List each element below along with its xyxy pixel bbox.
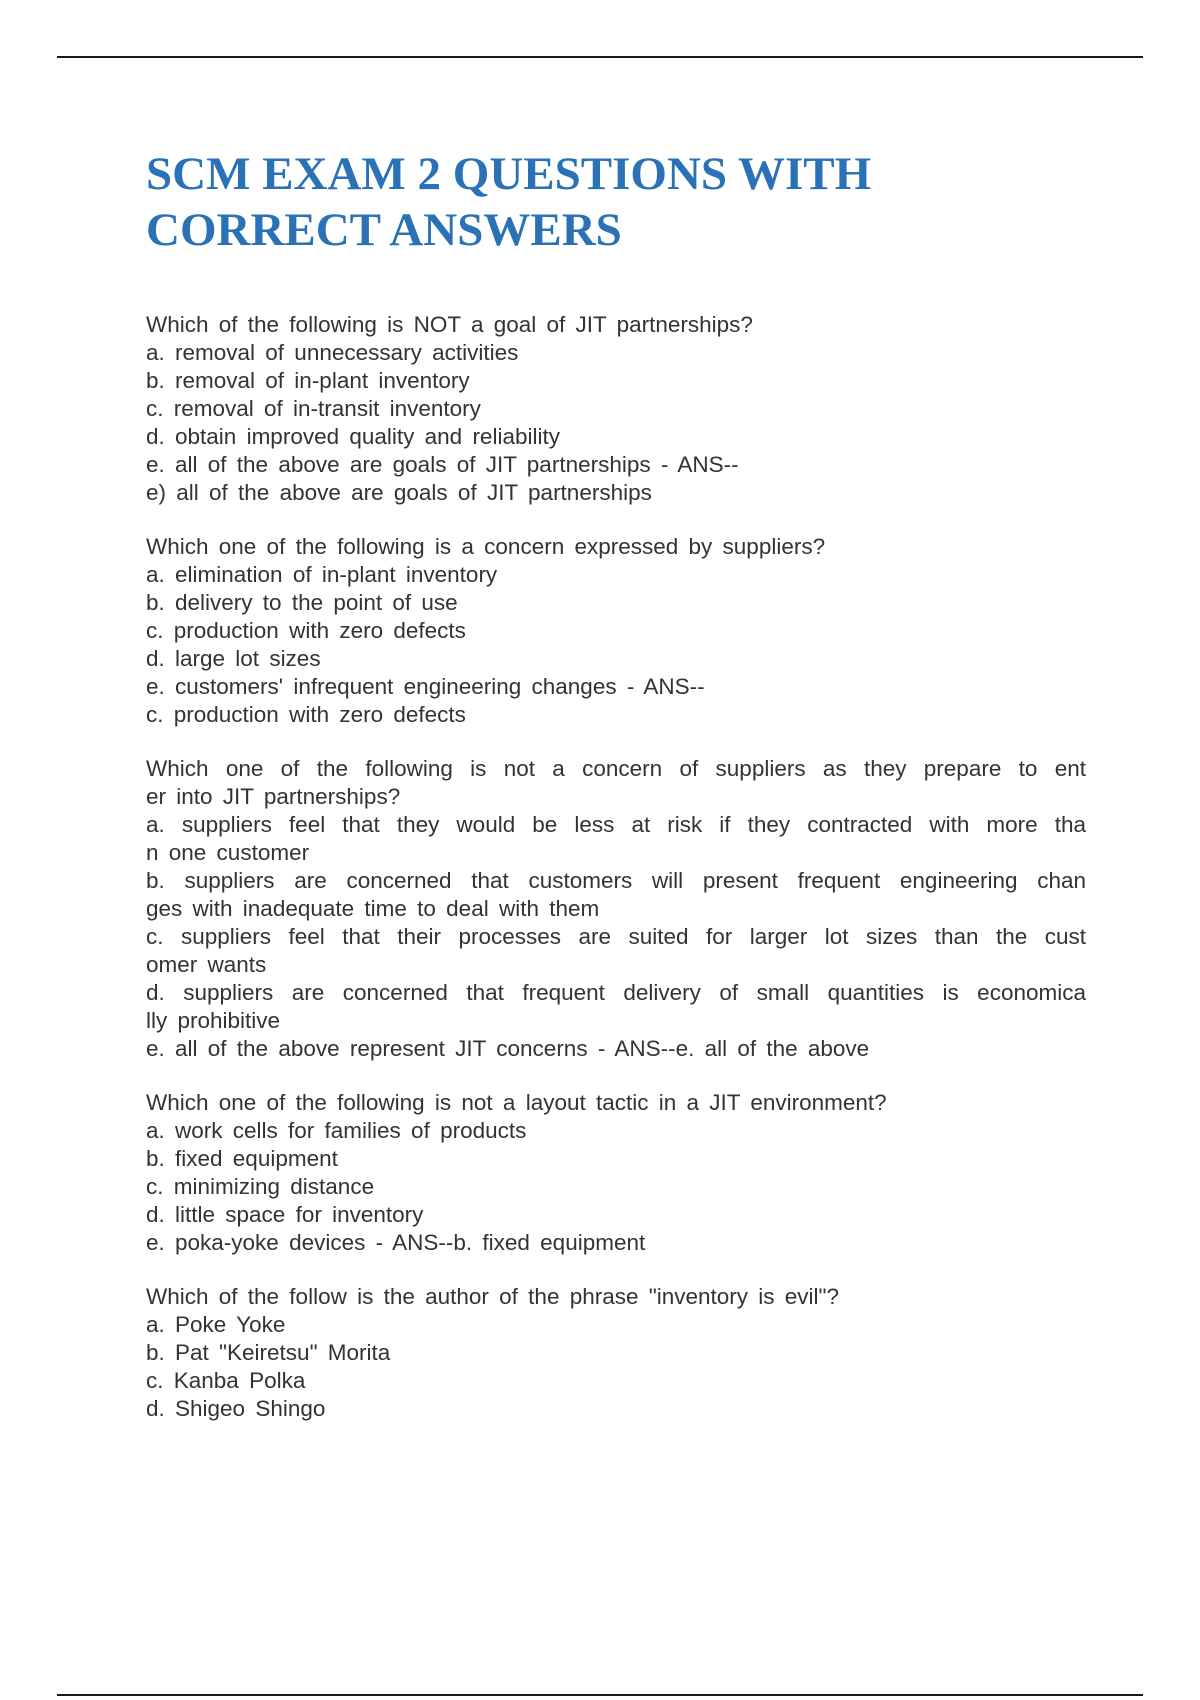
question-2-option-d: d. large lot sizes [146, 646, 321, 671]
question-1-option-d: d. obtain improved quality and reliability [146, 424, 560, 449]
question-block-4 [146, 1089, 1086, 1257]
question-3-option-e-answer: e. all of the above represent JIT concerns - ANS--e. all of the above [146, 1036, 870, 1061]
question-1-option-e: e. all of the above are goals of JIT partnerships - ANS-- [146, 452, 739, 477]
question-1-option-a: a. removal of unnecessary activities [146, 340, 519, 365]
question-3-text-cont: er into JIT partnerships? [146, 784, 401, 809]
question-3-text: Which one of the following is not a concern of suppliers as they prepare to ent [146, 756, 1086, 781]
question-5-option-c: c. Kanba Polka [146, 1368, 306, 1393]
question-1-option-c: c. removal of in-transit inventory [146, 396, 481, 421]
question-4-option-d: d. little space for inventory [146, 1202, 424, 1227]
question-2-option-c: c. production with zero defects [146, 618, 466, 643]
question-3-option-b: b. suppliers are concerned that customers will present frequent engineering chan [146, 868, 1086, 893]
question-3-option-c-cont: omer wants [146, 952, 267, 977]
question-5-option-b: b. Pat "Keiretsu" Morita [146, 1340, 391, 1365]
question-2-option-e: e. customers' infrequent engineering changes - ANS-- [146, 674, 705, 699]
question-2-answer: c. production with zero defects [146, 702, 466, 727]
question-3-option-c: c. suppliers feel that their processes are suited for larger lot sizes than the cust [146, 924, 1086, 949]
question-4-option-e-answer: e. poka-yoke devices - ANS--b. fixed equipment [146, 1230, 646, 1255]
question-list [146, 311, 1086, 1423]
question-4-option-c: c. minimizing distance [146, 1174, 375, 1199]
question-block-1 [146, 311, 1086, 507]
question-4-option-a: a. work cells for families of products [146, 1118, 527, 1143]
bottom-rule [57, 1694, 1143, 1696]
question-4-text: Which one of the following is not a layout tactic in a JIT environment? [146, 1090, 887, 1115]
question-3-option-a: a. suppliers feel that they would be less at risk if they contracted with more tha [146, 812, 1086, 837]
question-3-option-d-cont: lly prohibitive [146, 1008, 281, 1033]
question-1-answer: e) all of the above are goals of JIT partnerships [146, 480, 652, 505]
document-content [146, 146, 1086, 1449]
question-2-option-a: a. elimination of in-plant inventory [146, 562, 498, 587]
title-line-2: CORRECT ANSWERS [146, 204, 622, 256]
question-3-option-d: d. suppliers are concerned that frequent delivery of small quantities is economica [146, 980, 1086, 1005]
top-rule [57, 56, 1143, 58]
question-3-option-b-cont: ges with inadequate time to deal with them [146, 896, 600, 921]
question-1-text: Which of the following is NOT a goal of JIT partnerships? [146, 312, 753, 337]
document-title [146, 146, 1086, 258]
question-2-text: Which one of the following is a concern expressed by suppliers? [146, 534, 826, 559]
question-block-3 [146, 755, 1086, 1063]
question-5-option-a: a. Poke Yoke [146, 1312, 286, 1337]
question-4-option-b: b. fixed equipment [146, 1146, 338, 1171]
question-2-option-b: b. delivery to the point of use [146, 590, 458, 615]
title-line-1: SCM EXAM 2 QUESTIONS WITH [146, 148, 872, 200]
question-block-2 [146, 533, 1086, 729]
question-block-5 [146, 1283, 1086, 1423]
question-1-option-b: b. removal of in-plant inventory [146, 368, 470, 393]
question-5-option-d: d. Shigeo Shingo [146, 1396, 326, 1421]
question-3-option-a-cont: n one customer [146, 840, 310, 865]
question-5-text: Which of the follow is the author of the phrase "inventory is evil"? [146, 1284, 840, 1309]
